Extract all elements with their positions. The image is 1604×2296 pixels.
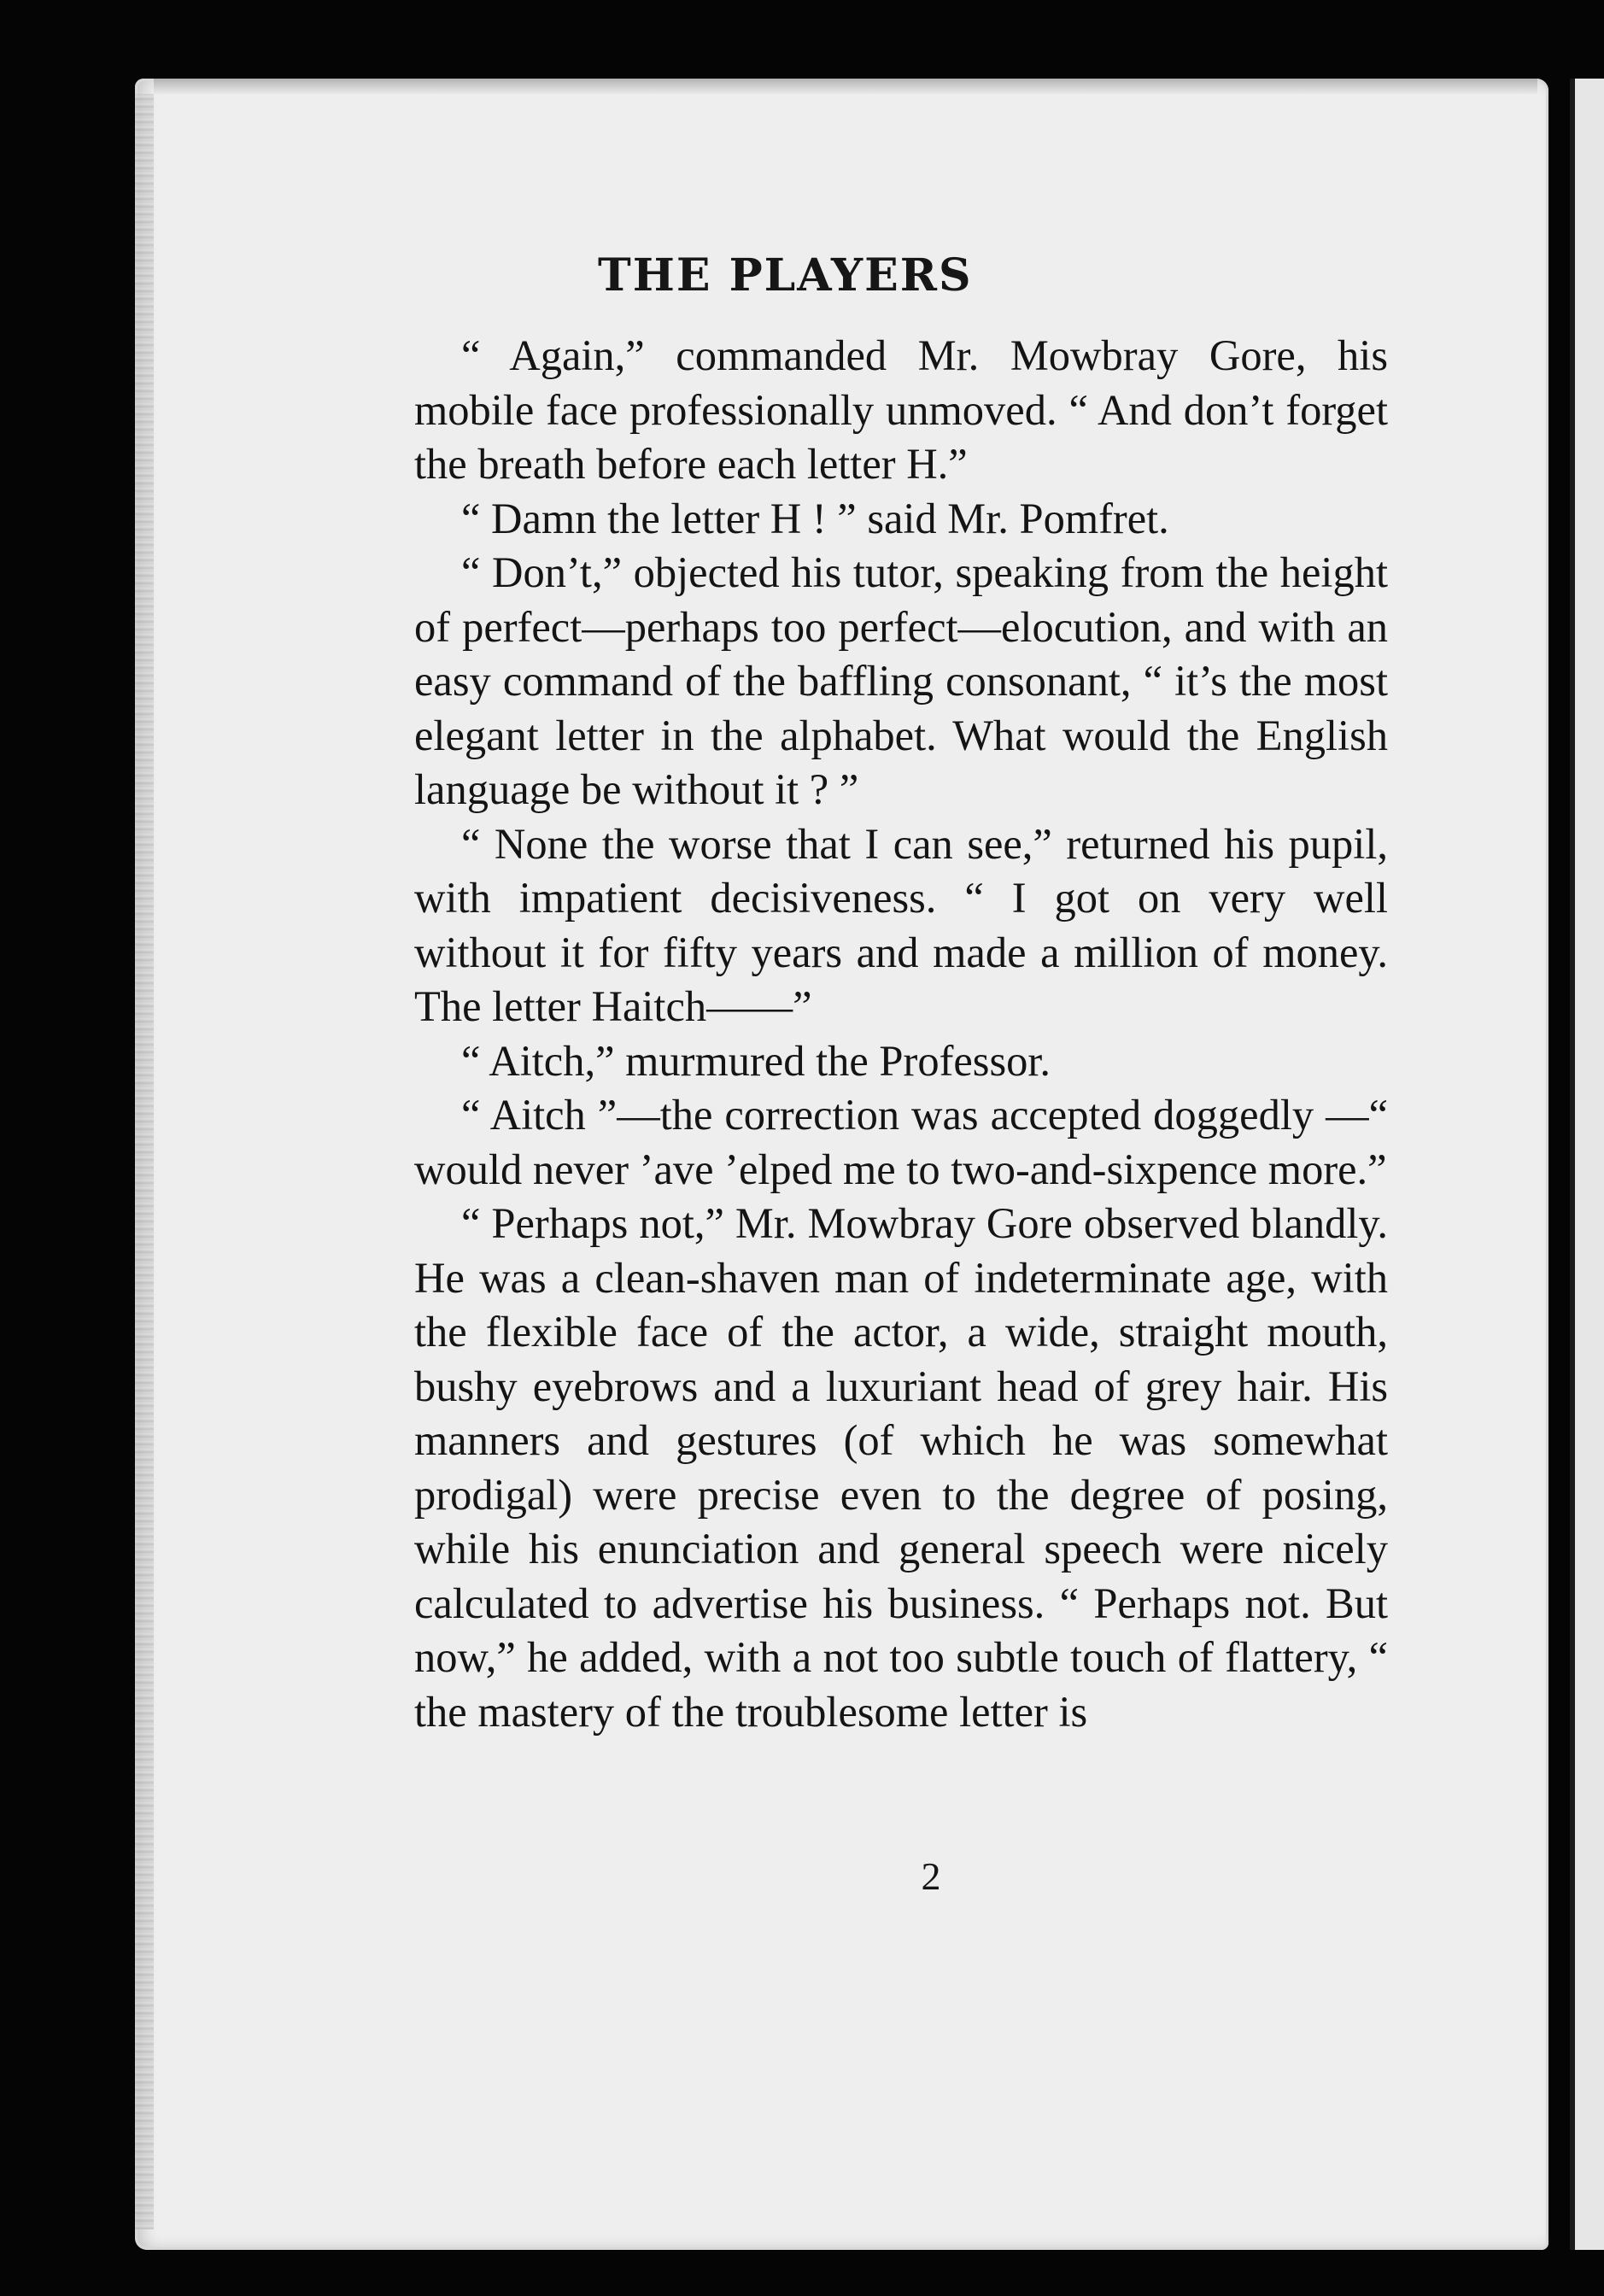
page-number: 2 xyxy=(921,1854,941,1898)
page-top-edge xyxy=(154,79,1537,94)
paragraph: “ Aitch,” murmured the Professor. xyxy=(461,1036,1051,1085)
body-text xyxy=(414,329,1388,1739)
paragraph: “ Damn the letter H ! ” said Mr. Pomfret. xyxy=(461,494,1169,542)
adjacent-page-edge xyxy=(1570,79,1604,2250)
paragraph: “ Perhaps not,” Mr. Mowbray Gore observed blandly. He was a clean-shaven man of indeterminate age, with the flexible face of the actor, a wide, straight mouth, bushy eyebrows and a luxuriant head of grey hair. His manners and gestures (of which he was somewhat prodigal) were precise even to the degree of posing, while his enunciation and general speech were nicely calculated to advertise his business. “ Perhaps not. But now,” he added, with a not too subtle touch of flattery, “ the mastery of the troublesome letter is xyxy=(414,1199,1388,1736)
page-edge-shadow xyxy=(135,94,154,2229)
paragraph: “ None the worse that I can see,” returned his pupil, with impatient decisiveness. “ I got on very well without it for fifty years and made a million of money. The letter Haitch——” xyxy=(414,819,1388,1030)
running-head: THE PLAYERS xyxy=(598,249,973,302)
paragraph: “ Don’t,” objected his tutor, speaking from the height of perfect—perhaps too perfect—elocution, and with an easy command of the baffling consonant, “ it’s the most elegant letter in the alphabet. What would the English language be without it ? ” xyxy=(414,548,1388,813)
paragraph: “ Aitch ”—the correction was accepted doggedly —“ would never ’ave ’elped me to two-and-sixpence more.” xyxy=(414,1091,1388,1193)
paragraph: “ Again,” commanded Mr. Mowbray Gore, his mobile face professionally unmoved. “ And don’t forget the breath before each letter H.” xyxy=(414,331,1388,488)
